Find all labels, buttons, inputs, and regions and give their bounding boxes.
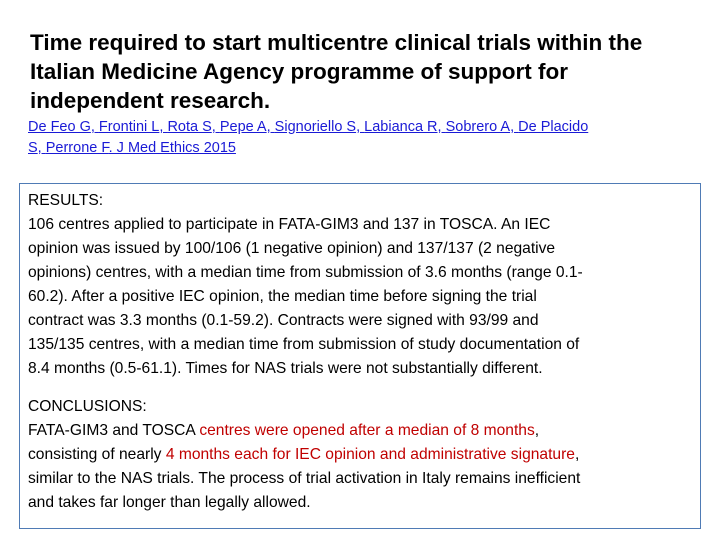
author-separator: , (37, 140, 46, 156)
author-link-de-placido[interactable]: De Placido (518, 119, 589, 135)
results-line-6: 135/135 centres, with a median time from submission of study documentation of (28, 336, 580, 353)
author-separator: , (510, 119, 519, 135)
author-separator: , (90, 119, 99, 135)
abstract-content (28, 189, 696, 515)
citation (28, 117, 708, 159)
conclusions-line-3: similar to the NAS trials. The process of trial activation in Italy remains inefficient (28, 470, 581, 487)
author-separator: , (211, 119, 220, 135)
author-separator: , (356, 119, 365, 135)
results-line-7: 8.4 months (0.5-61.1). Times for NAS trials were not substantially different. (28, 360, 543, 377)
conclusions-text: , (534, 422, 540, 439)
title-line-1: Time required to start multicentre clinical trials within the (30, 30, 643, 55)
author-link-signoriello[interactable]: Signoriello S (274, 119, 357, 135)
conclusions-heading: CONCLUSIONS: (28, 398, 147, 415)
conclusions-line-2 (28, 443, 696, 467)
author-link-frontini[interactable]: Frontini L (98, 119, 160, 135)
section-spacer (28, 381, 696, 395)
author-separator: , (159, 119, 168, 135)
results-line-4: 60.2). After a positive IEC opinion, the median time before signing the trial (28, 288, 537, 305)
results-line-5: contract was 3.3 months (0.1-59.2). Contracts were signed with 93/99 and (28, 312, 539, 329)
author-link-de-feo[interactable]: De Feo G (28, 119, 91, 135)
author-separator: , (266, 119, 275, 135)
results-heading: RESULTS: (28, 192, 104, 209)
conclusions-text: consisting of nearly (28, 446, 166, 463)
citation-line-1 (28, 117, 708, 138)
conclusions-text: , (574, 446, 580, 463)
highlight-text: centres were opened after a median of 8 months (199, 422, 535, 439)
author-link-labianca[interactable]: Labianca R (364, 119, 438, 135)
title-line-2: Italian Medicine Agency programme of support for (30, 59, 568, 84)
conclusions-line-1 (28, 419, 696, 443)
conclusions-line-4: and takes far longer than legally allowed. (28, 494, 311, 511)
author-link-rota[interactable]: Rota S (167, 119, 212, 135)
results-line-1: 106 centres applied to participate in FATA-GIM3 and 137 in TOSCA. An IEC (28, 216, 551, 233)
results-line-2: opinion was issued by 100/106 (1 negative opinion) and 137/137 (2 negative (28, 240, 556, 257)
author-link-pepe[interactable]: Pepe A (219, 119, 267, 135)
highlight-text: 4 months each for IEC opinion and administrative signature (165, 446, 575, 463)
page-title (30, 28, 700, 115)
results-line-3: opinions) centres, with a median time from submission of 3.6 months (range 0.1- (28, 264, 583, 281)
title-line-3: independent research. (30, 88, 271, 113)
author-link-de-placido-initial[interactable]: S (28, 140, 38, 156)
author-separator: , (437, 119, 446, 135)
journal-reference: . J Med Ethics 2015 (108, 140, 236, 156)
author-link-sobrero[interactable]: Sobrero A (445, 119, 511, 135)
citation-line-2 (28, 138, 708, 159)
author-link-perrone[interactable]: Perrone F (45, 140, 109, 156)
conclusions-text: FATA-GIM3 and TOSCA (28, 422, 200, 439)
